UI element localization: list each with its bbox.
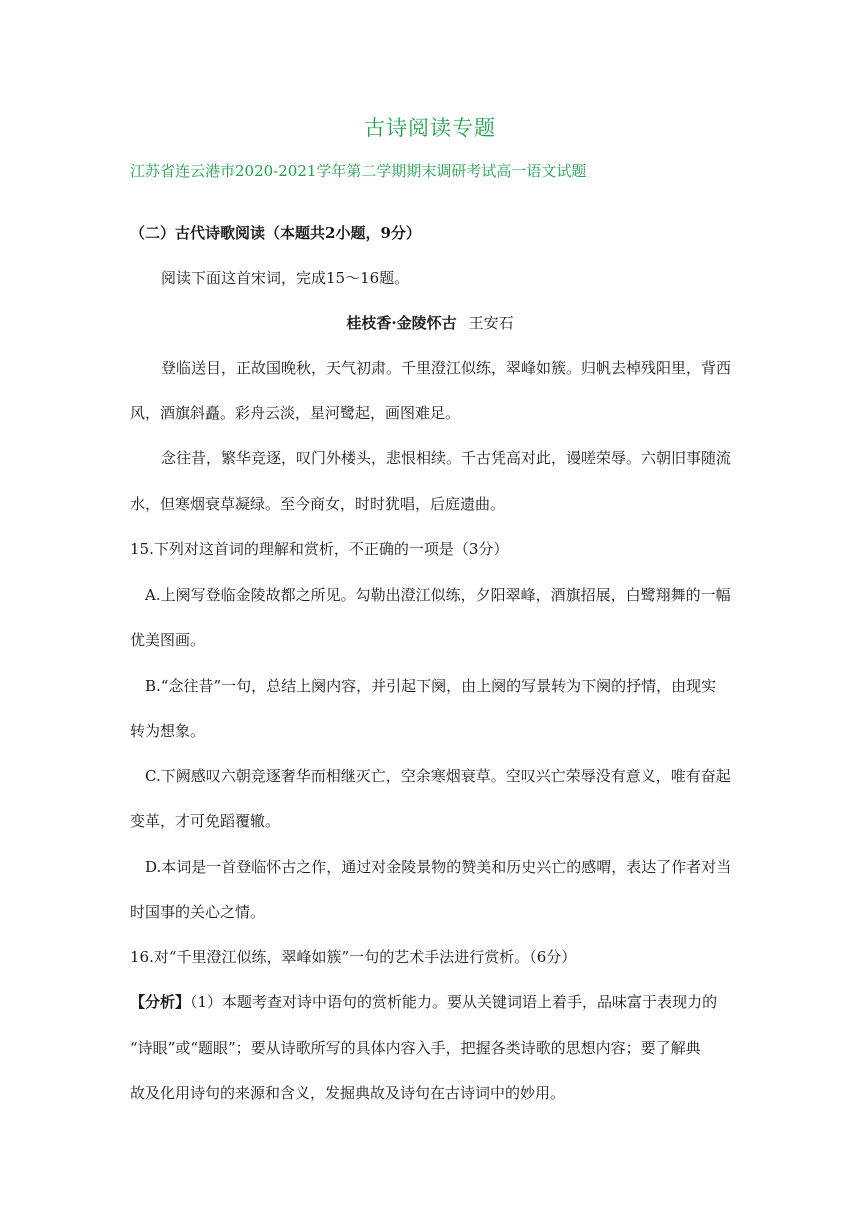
- option-a: A.上阕写登临金陵故都之所见。勾勒出澄江似练，夕阳翠峰，酒旗招展，白鹭翔舞的一幅: [145, 586, 731, 604]
- option-b-continued: 转为想象。: [130, 722, 206, 740]
- analysis-label: 【分析】: [130, 993, 191, 1011]
- question-15-stem: 15.下列对这首词的理解和赏析，不正确的一项是（3分）: [130, 540, 509, 558]
- section-instruction: 阅读下面这首宋词，完成15～16题。: [161, 269, 410, 287]
- poem-title: 桂枝香·金陵怀古: [346, 314, 457, 332]
- poem-line: 水，但寒烟衰草凝绿。至今商女，时时犹唱，后庭遗曲。: [130, 495, 506, 513]
- poem-line: 风，酒旗斜矗。彩舟云淡，星河鹭起，画图难足。: [130, 404, 461, 422]
- option-c: C.下阙感叹六朝竞逐奢华而相继灭亡，空余寒烟衰草。空叹兴亡荣辱没有意义，唯有奋起: [145, 767, 731, 785]
- poem-line: 念往昔，繁华竞逐，叹门外楼头，悲恨相续。千古凭高对此，谩嗟荣辱。六朝旧事随流: [161, 449, 732, 467]
- poem-author: 王安石: [468, 314, 514, 332]
- poem-title-line: [0, 312, 860, 333]
- document-title: 古诗阅读专题: [364, 116, 496, 140]
- poem-line: 登临送目，正故国晚秋，天气初肃。千里澄江似练，翠峰如簇。归帆去棹残阳里，背西: [161, 359, 732, 377]
- option-d-continued: 时国事的关心之情。: [130, 903, 266, 921]
- analysis-line: 故及化用诗句的来源和含义，发掘典故及诗句在古诗词中的妙用。: [130, 1084, 566, 1102]
- document-subtitle: 江苏省连云港市2020-2021学年第二学期期末调研考试高一语文试题: [130, 162, 587, 180]
- option-b: B.“念往昔”一句，总结上阕内容，并引起下阕，由上阕的写景转为下阕的抒情，由现实: [145, 677, 717, 695]
- analysis-line: “诗眼”或“题眼”；要从诗歌所写的具体内容入手，把握各类诗歌的思想内容；要了解典: [130, 1039, 701, 1057]
- analysis-line: [130, 992, 717, 1012]
- section-heading: （二）古代诗歌阅读（本题共2小题，9分）: [130, 224, 421, 242]
- question-16-stem: 16.对“千里澄江似练，翠峰如簇”一句的艺术手法进行赏析。（6分）: [130, 948, 577, 966]
- option-d: D.本词是一首登临怀古之作，通过对金陵景物的赞美和历史兴亡的感喟，表达了作者对当: [145, 858, 732, 876]
- analysis-text: （1）本题考查对诗中语句的赏析能力。要从关键词语上着手，品味富于表现力的: [190, 993, 718, 1011]
- option-c-continued: 变革，才可免蹈覆辙。: [130, 812, 281, 830]
- option-a-continued: 优美图画。: [130, 631, 206, 649]
